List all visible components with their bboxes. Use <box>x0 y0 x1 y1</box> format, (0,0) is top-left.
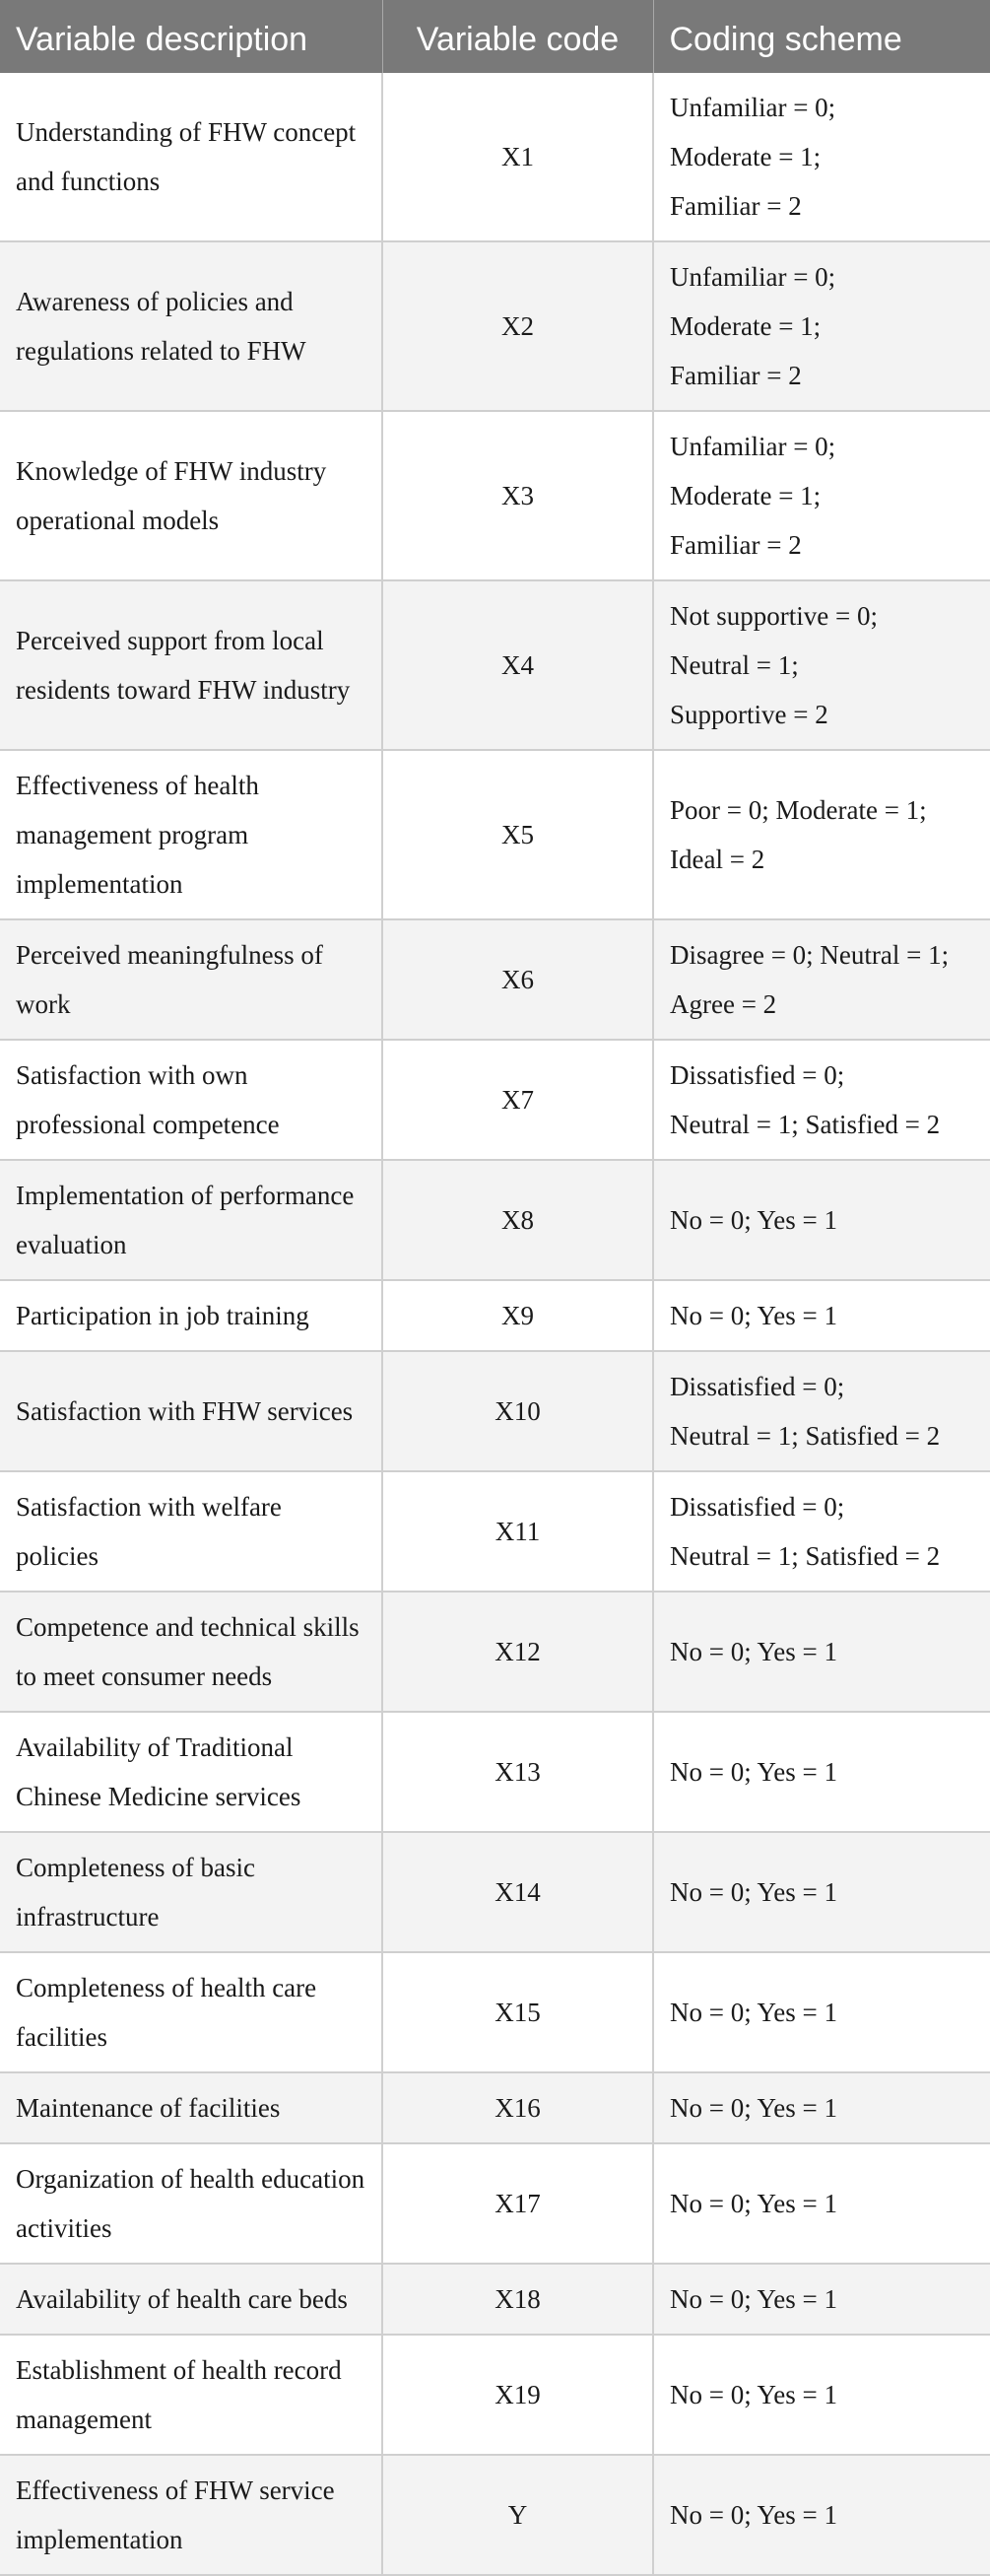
variable-description-cell: Competence and technical skills to meet consumer needs <box>0 1592 382 1712</box>
table-row <box>0 1471 990 1592</box>
coding-scheme-line: No = 0; Yes = 1 <box>670 1205 837 1235</box>
coding-scheme-line: Neutral = 1; <box>670 650 799 680</box>
coding-scheme-cell <box>653 241 990 411</box>
coding-scheme-cell <box>653 919 990 1040</box>
table-row <box>0 2072 990 2143</box>
table-row <box>0 73 990 241</box>
coding-scheme-line: No = 0; Yes = 1 <box>670 2284 837 2314</box>
variable-description-cell: Organization of health education activities <box>0 2143 382 2264</box>
coding-scheme-cell <box>653 2335 990 2455</box>
coding-scheme-cell <box>653 1832 990 1952</box>
variable-code-cell: Y <box>382 2455 653 2575</box>
table-row <box>0 1280 990 1351</box>
coding-scheme-cell <box>653 1160 990 1280</box>
variable-code-cell: X3 <box>382 411 653 580</box>
variable-description-cell: Completeness of health care facilities <box>0 1952 382 2072</box>
header-coding-scheme: Coding scheme <box>653 0 990 73</box>
coding-scheme-line: No = 0; Yes = 1 <box>670 2189 837 2218</box>
table-row <box>0 2455 990 2575</box>
coding-scheme-line: No = 0; Yes = 1 <box>670 2380 837 2409</box>
variable-description-cell: Establishment of health record management <box>0 2335 382 2455</box>
coding-scheme-cell <box>653 1952 990 2072</box>
coding-scheme-line: No = 0; Yes = 1 <box>670 1998 837 2027</box>
coding-scheme-line: Neutral = 1; Satisfied = 2 <box>670 1110 941 1139</box>
variable-description-cell: Availability of Traditional Chinese Medicine services <box>0 1712 382 1832</box>
variable-code-cell: X16 <box>382 2072 653 2143</box>
coding-scheme-line: Unfamiliar = 0; <box>670 93 836 122</box>
coding-scheme-line: No = 0; Yes = 1 <box>670 2093 837 2123</box>
variable-description-cell: Participation in job training <box>0 1280 382 1351</box>
coding-scheme-line: Unfamiliar = 0; <box>670 262 836 292</box>
coding-scheme-cell <box>653 411 990 580</box>
variable-code-cell: X12 <box>382 1592 653 1712</box>
coding-scheme-line: Unfamiliar = 0; <box>670 432 836 461</box>
coding-scheme-line: Neutral = 1; Satisfied = 2 <box>670 1541 941 1571</box>
coding-scheme-line: No = 0; Yes = 1 <box>670 1877 837 1907</box>
coding-scheme-cell <box>653 750 990 919</box>
table-row <box>0 411 990 580</box>
coding-scheme-line: Supportive = 2 <box>670 700 828 729</box>
variable-description-cell: Knowledge of FHW industry operational models <box>0 411 382 580</box>
variable-description-cell: Availability of health care beds <box>0 2264 382 2335</box>
variable-code-cell: X5 <box>382 750 653 919</box>
table-row <box>0 2335 990 2455</box>
table-header <box>0 0 990 73</box>
variable-description-cell: Satisfaction with own professional competence <box>0 1040 382 1160</box>
table-row <box>0 1040 990 1160</box>
coding-scheme-line: Moderate = 1; <box>670 481 822 510</box>
coding-scheme-line: Dissatisfied = 0; <box>670 1492 845 1522</box>
table-row <box>0 750 990 919</box>
coding-scheme-line: Moderate = 1; <box>670 142 822 171</box>
header-variable-code: Variable code <box>382 0 653 73</box>
header-row <box>0 0 990 73</box>
variable-code-cell: X8 <box>382 1160 653 1280</box>
coding-scheme-line: No = 0; Yes = 1 <box>670 1301 837 1330</box>
coding-scheme-cell <box>653 2455 990 2575</box>
coding-scheme-cell <box>653 1351 990 1471</box>
table-row <box>0 1351 990 1471</box>
table-row <box>0 1160 990 1280</box>
table-row <box>0 2264 990 2335</box>
variable-code-cell: X1 <box>382 73 653 241</box>
variable-description-cell: Implementation of performance evaluation <box>0 1160 382 1280</box>
variable-description-cell: Satisfaction with FHW services <box>0 1351 382 1471</box>
variable-description-cell: Maintenance of facilities <box>0 2072 382 2143</box>
coding-scheme-line: Dissatisfied = 0; <box>670 1060 845 1090</box>
variable-code-cell: X11 <box>382 1471 653 1592</box>
variable-code-cell: X9 <box>382 1280 653 1351</box>
variable-code-cell: X18 <box>382 2264 653 2335</box>
table-row <box>0 1952 990 2072</box>
variable-code-cell: X13 <box>382 1712 653 1832</box>
header-variable-description: Variable description <box>0 0 382 73</box>
coding-scheme-cell <box>653 580 990 750</box>
coding-scheme-cell <box>653 1280 990 1351</box>
coding-scheme-line: Poor = 0; Moderate = 1; <box>670 795 927 825</box>
table-row <box>0 2143 990 2264</box>
coding-scheme-line: Familiar = 2 <box>670 191 802 221</box>
table-row <box>0 580 990 750</box>
coding-scheme-cell <box>653 2264 990 2335</box>
coding-scheme-line: No = 0; Yes = 1 <box>670 1757 837 1787</box>
coding-scheme-cell <box>653 1592 990 1712</box>
variable-description-cell: Understanding of FHW concept and functions <box>0 73 382 241</box>
coding-scheme-cell <box>653 1471 990 1592</box>
table-row <box>0 1592 990 1712</box>
variable-description-cell: Satisfaction with welfare policies <box>0 1471 382 1592</box>
variable-description-cell: Completeness of basic infrastructure <box>0 1832 382 1952</box>
variable-code-cell: X15 <box>382 1952 653 2072</box>
coding-scheme-line: Ideal = 2 <box>670 845 765 874</box>
coding-scheme-line: Familiar = 2 <box>670 361 802 390</box>
table-row <box>0 1832 990 1952</box>
coding-scheme-line: No = 0; Yes = 1 <box>670 1637 837 1666</box>
variable-description-cell: Effectiveness of FHW service implementation <box>0 2455 382 2575</box>
coding-scheme-line: Disagree = 0; Neutral = 1; <box>670 940 950 970</box>
variable-code-cell: X19 <box>382 2335 653 2455</box>
variable-description-cell: Perceived meaningfulness of work <box>0 919 382 1040</box>
coding-scheme-cell <box>653 1040 990 1160</box>
coding-scheme-line: Familiar = 2 <box>670 530 802 560</box>
table-body <box>0 73 990 2575</box>
coding-scheme-line: Moderate = 1; <box>670 311 822 341</box>
coding-scheme-cell <box>653 2072 990 2143</box>
variable-description-cell: Awareness of policies and regulations related to FHW <box>0 241 382 411</box>
coding-scheme-line: Not supportive = 0; <box>670 601 878 631</box>
coding-scheme-line: Agree = 2 <box>670 989 777 1019</box>
variable-description-cell: Perceived support from local residents toward FHW industry <box>0 580 382 750</box>
coding-scheme-cell <box>653 2143 990 2264</box>
variable-code-cell: X14 <box>382 1832 653 1952</box>
coding-scheme-line: No = 0; Yes = 1 <box>670 2500 837 2530</box>
variable-code-cell: X6 <box>382 919 653 1040</box>
coding-scheme-cell <box>653 73 990 241</box>
variable-code-cell: X10 <box>382 1351 653 1471</box>
variable-code-cell: X2 <box>382 241 653 411</box>
variable-code-cell: X17 <box>382 2143 653 2264</box>
variable-code-cell: X4 <box>382 580 653 750</box>
table-row <box>0 919 990 1040</box>
coding-scheme-line: Neutral = 1; Satisfied = 2 <box>670 1421 941 1451</box>
variable-description-cell: Effectiveness of health management program implementation <box>0 750 382 919</box>
variable-code-cell: X7 <box>382 1040 653 1160</box>
coding-scheme-line: Dissatisfied = 0; <box>670 1372 845 1401</box>
table-row <box>0 1712 990 1832</box>
coding-scheme-cell <box>653 1712 990 1832</box>
table-row <box>0 241 990 411</box>
